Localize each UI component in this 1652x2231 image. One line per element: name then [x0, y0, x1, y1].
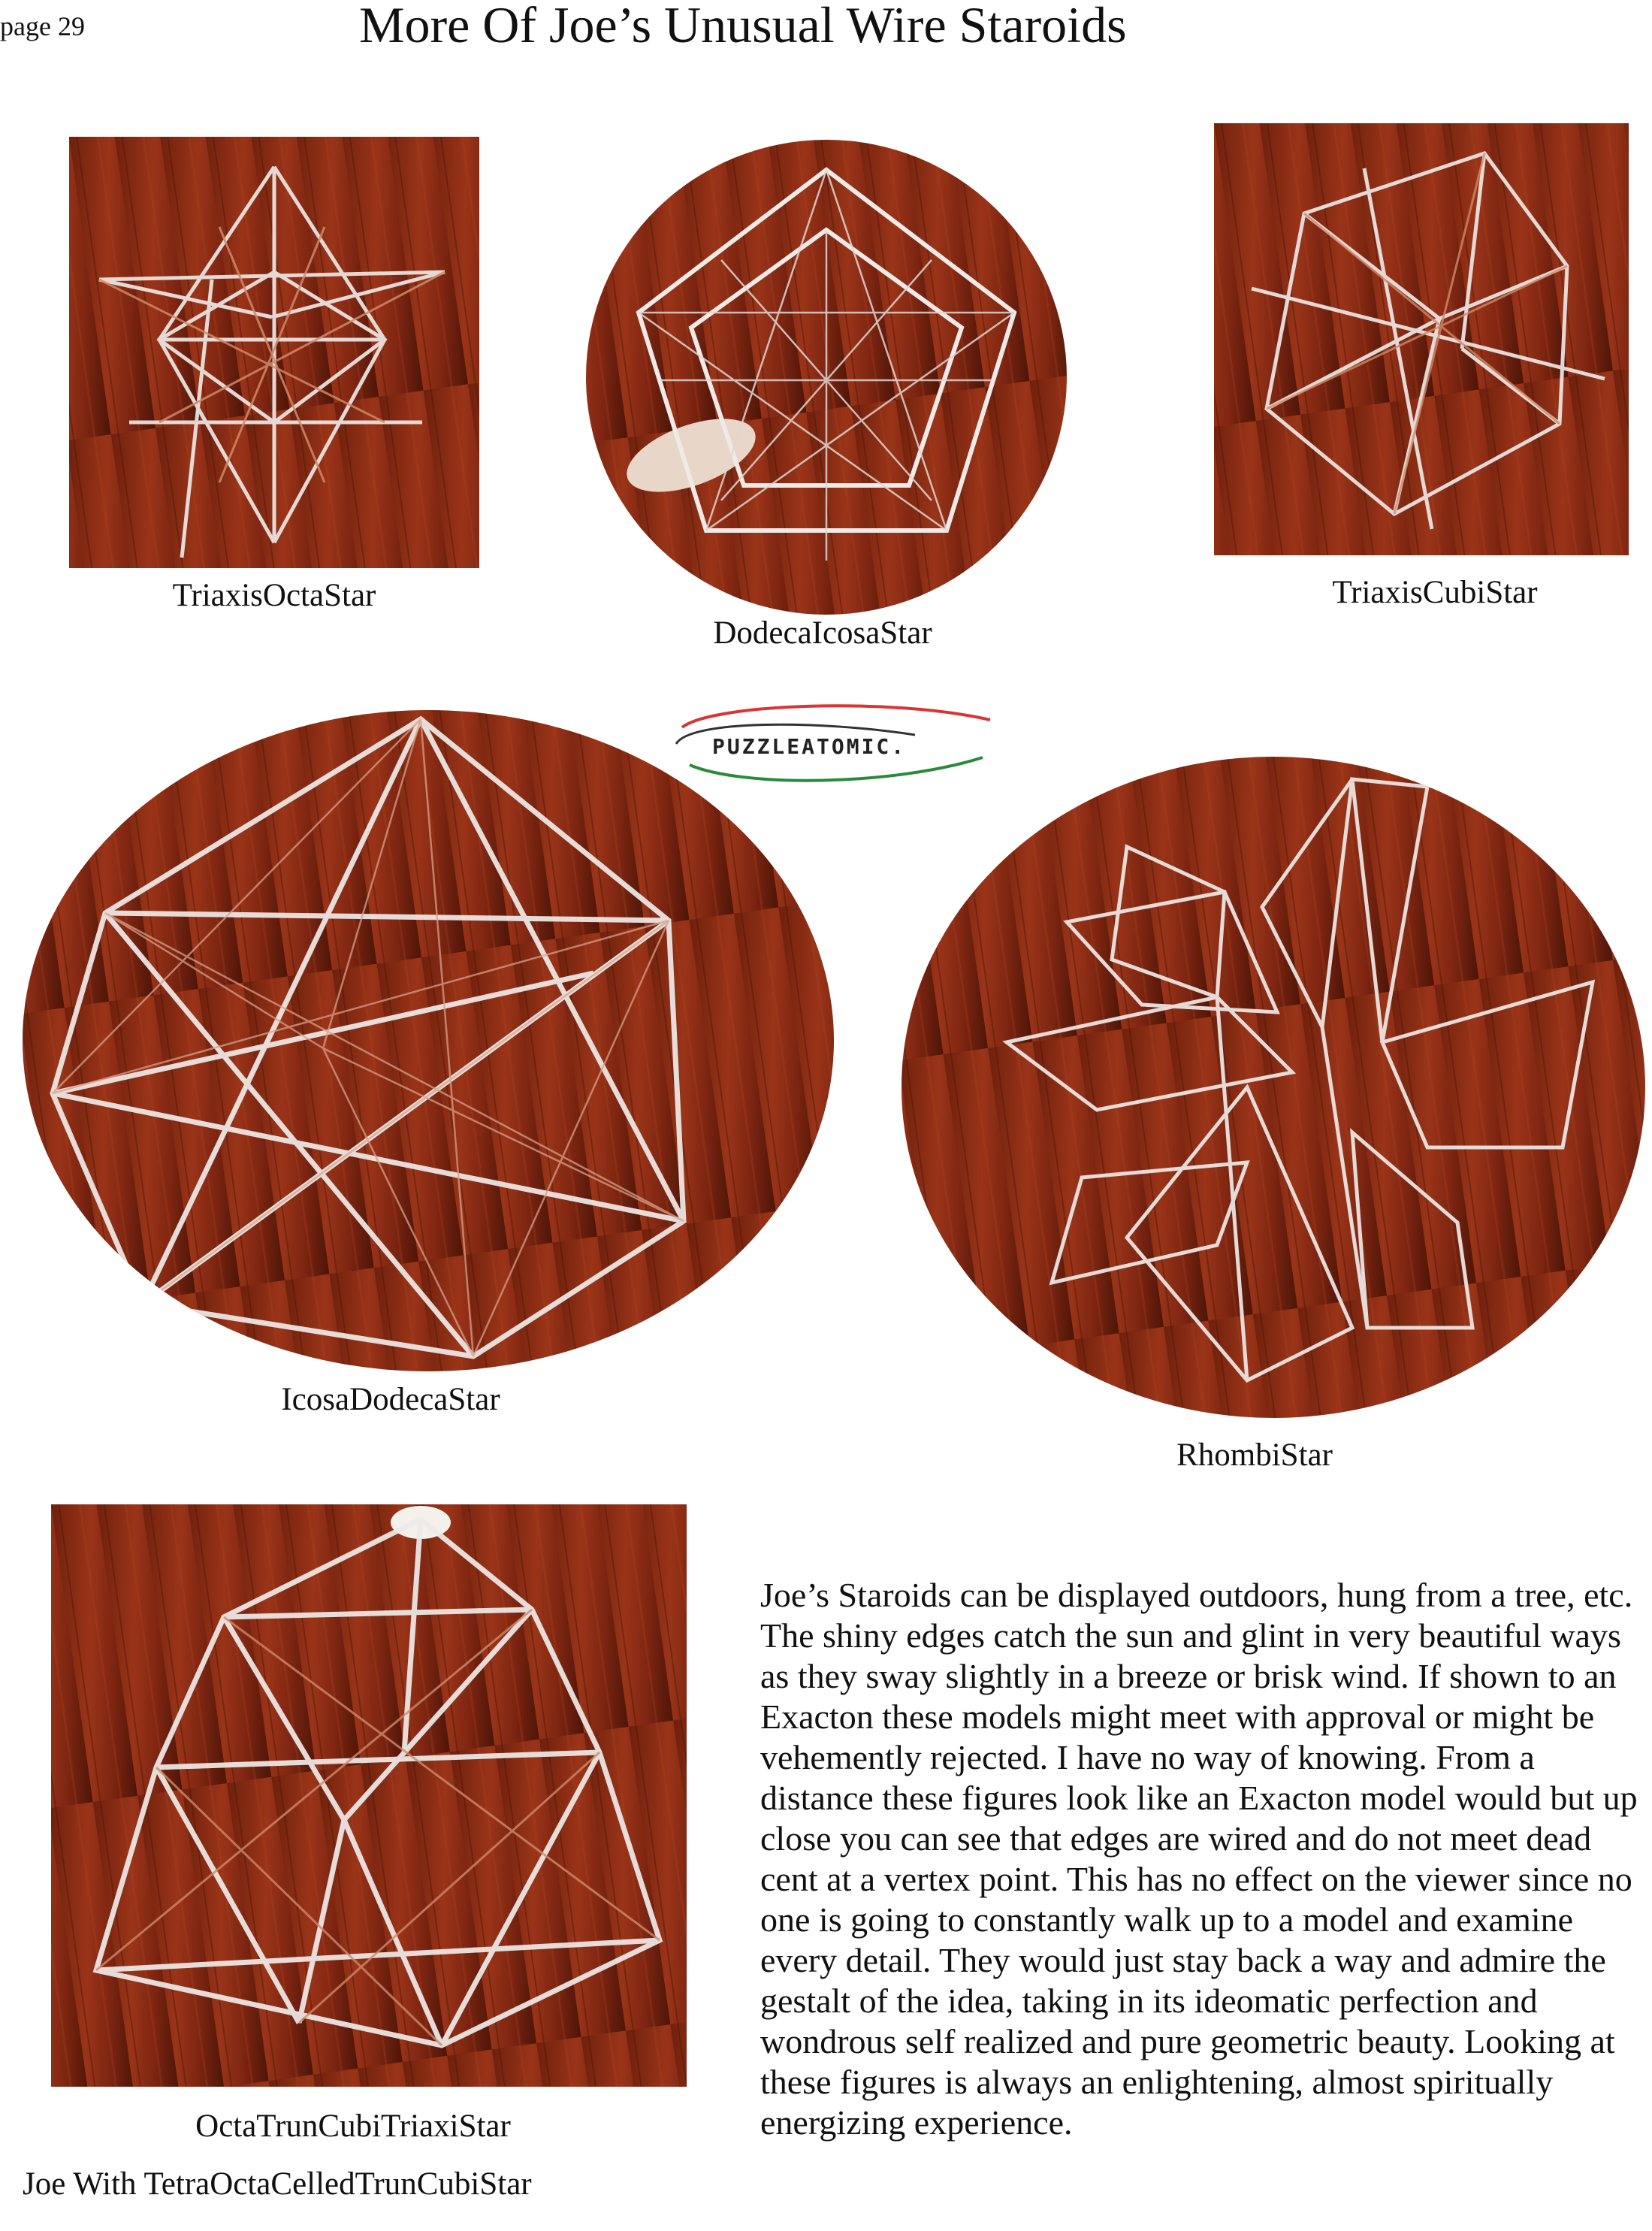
photo-triaxis-cubi-star: [1214, 123, 1629, 555]
caption-octa-trun-cubi-triaxi-star: OctaTrunCubiTriaxiStar: [195, 2109, 511, 2144]
photo-octa-trun-cubi-triaxi-star: [51, 1504, 687, 2087]
body-paragraph: Joe’s Staroids can be displayed outdoors, hung from a tree, etc. The shiny edges catch the sun and glint in very beautiful ways as they sway slightly in a breeze or brisk wind. If shown to an Exacton these models might meet with approval or might be vehemently rejected. I have no way of knowing. From a distance these figures look like an Exacton model would but up close you can see that edges are wired and do not meet dead cent at a vertex point. This has no effect on the viewer since no one is going to constantly walk up to a model and examine every detail. They would just stay back a way and admire the gestalt of the idea, taking in its ideomatic perfection and wondrous self realized and pure geometric beauty. Looking at these figures is always an enlightening, almost spiritually energizing experience.: [760, 1576, 1638, 2142]
page-number: page 29: [0, 11, 85, 41]
page-title: More Of Joe’s Unusual Wire Staroids: [359, 0, 1127, 53]
photo-rhombi-star: [902, 757, 1645, 1418]
photo-dodeca-icosa-star: [586, 140, 1067, 615]
caption-joe-with-star: Joe With TetraOctaCelledTrunCubiStar: [23, 2166, 532, 2202]
caption-triaxis-octa-star: TriaxisOctaStar: [172, 578, 376, 613]
puzzleatomic-logo: [667, 697, 1004, 788]
photo-icosa-dodeca-star: [23, 710, 834, 1371]
caption-rhombi-star: RhombiStar: [1176, 1437, 1333, 1473]
body-text: [760, 1575, 1647, 2143]
svg-text:PUZZLEATOMIC.: PUZZLEATOMIC.: [712, 734, 907, 759]
caption-triaxis-cubi-star: TriaxisCubiStar: [1332, 575, 1538, 610]
caption-icosa-dodeca-star: IcosaDodecaStar: [281, 1382, 500, 1417]
photo-triaxis-octa-star: [69, 137, 479, 568]
caption-dodeca-icosa-star: DodecaIcosaStar: [713, 615, 932, 651]
